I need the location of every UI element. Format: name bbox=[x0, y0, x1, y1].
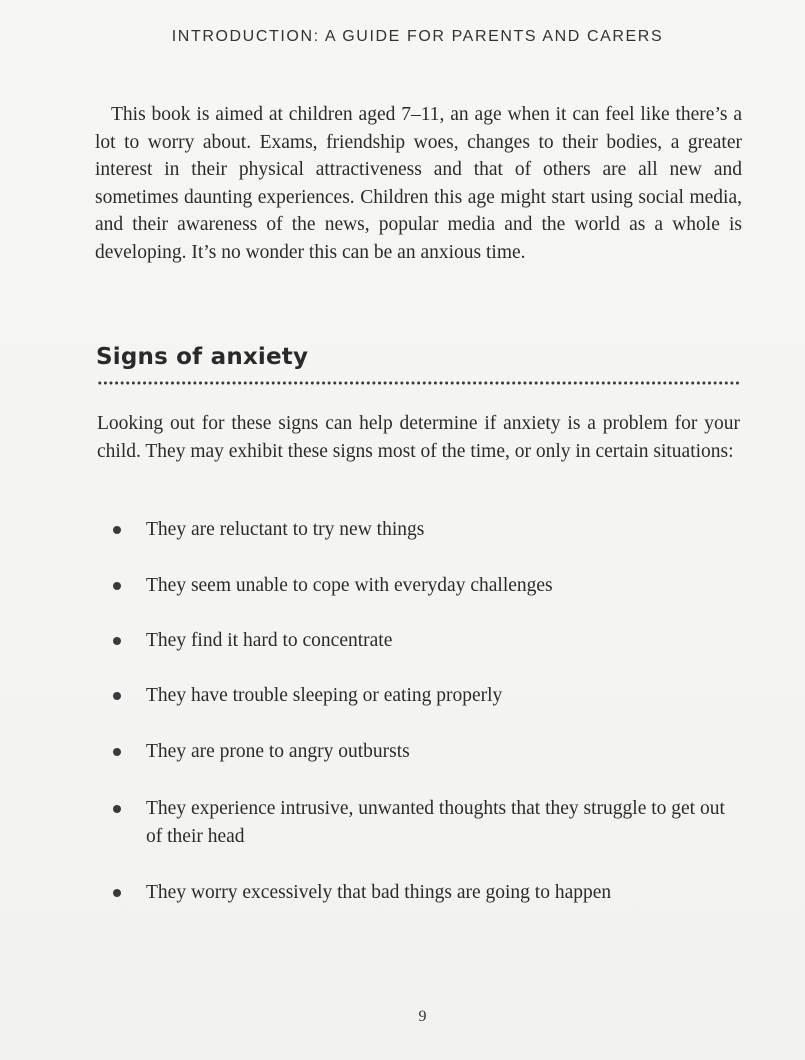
list-item bbox=[96, 682, 746, 710]
list-item bbox=[96, 795, 746, 851]
bullet-icon bbox=[113, 692, 121, 700]
section-lead-paragraph: Looking out for these signs can help determine if anxiety is a problem for your child. They may exhibit these signs most of the time, or only in certain situations: bbox=[97, 413, 740, 462]
list-item bbox=[96, 738, 746, 766]
bullet-icon bbox=[113, 582, 121, 590]
list-item-text: They find it hard to concentrate bbox=[146, 630, 393, 651]
list-item bbox=[96, 879, 746, 907]
section-heading: Signs of anxiety bbox=[96, 344, 309, 370]
dotted-divider bbox=[97, 380, 740, 386]
bullet-icon bbox=[113, 526, 121, 534]
list-item bbox=[96, 572, 746, 600]
list-item-text: They have trouble sleeping or eating properly bbox=[146, 685, 503, 706]
bullet-icon bbox=[113, 889, 121, 897]
page-number: 9 bbox=[418, 1008, 427, 1025]
running-header: INTRODUCTION: A GUIDE FOR PARENTS AND CARERS bbox=[171, 28, 664, 45]
list-item-text: They worry excessively that bad things are going to happen bbox=[146, 882, 612, 903]
bullet-icon bbox=[113, 637, 121, 645]
list-item-text: They experience intrusive, unwanted thoughts that they struggle to get out of their head bbox=[146, 798, 725, 847]
list-item-text: They are prone to angry outbursts bbox=[146, 741, 410, 762]
bullet-icon bbox=[113, 748, 121, 756]
list-item bbox=[96, 516, 746, 544]
list-item bbox=[96, 627, 746, 655]
bullet-icon bbox=[113, 805, 121, 813]
intro-paragraph: This book is aimed at children aged 7–11, an age when it can feel like there’s a lot to worry about. Exams, friendship woes, changes to their bodies, a greater interest in their physical attractiveness and that of others are all new and sometimes daunting experiences. Children this age might start using social media, and their awareness of the news, popular media and the world as a whole is developing. It’s no wonder this can be an anxious time. bbox=[95, 104, 742, 263]
list-item-text: They are reluctant to try new things bbox=[146, 519, 425, 540]
list-item-text: They seem unable to cope with everyday challenges bbox=[146, 575, 553, 596]
